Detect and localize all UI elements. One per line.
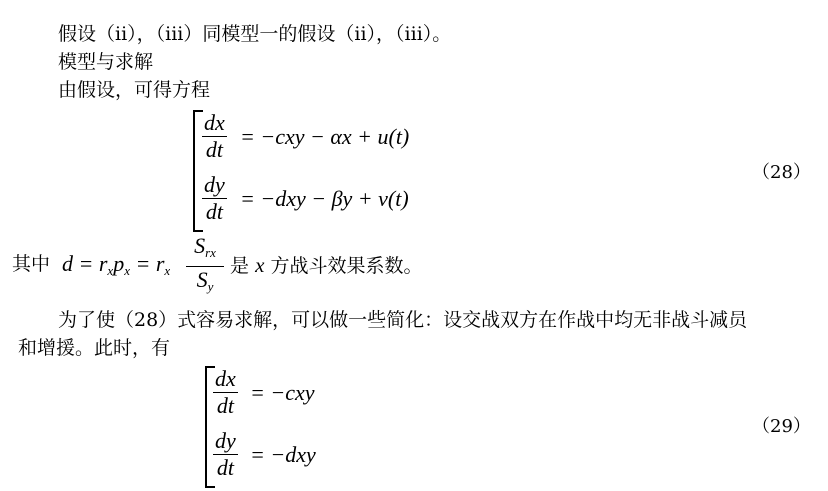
s-symbol: S xyxy=(196,267,208,292)
equation-29-row1-rhs: = −cxy xyxy=(250,380,315,405)
numerator: dx xyxy=(215,366,236,391)
equals-r: = r xyxy=(129,251,165,276)
d-lhs: d = r xyxy=(62,251,108,276)
tail-text: 方战斗效果系数。 xyxy=(270,255,423,277)
p-symbol: p xyxy=(113,251,125,276)
definition-d-expression xyxy=(62,251,170,284)
fraction-dy-dt-29 xyxy=(213,428,238,481)
equation-29-row2-rhs: = −dxy xyxy=(250,442,316,467)
numerator: dy xyxy=(204,172,225,197)
text-line-assumption: 假设（ii），（iii）同模型一的假设（ii），（iii）。 xyxy=(58,23,452,45)
fraction-dy-dt xyxy=(202,172,227,225)
denominator: dt xyxy=(216,393,234,418)
equation-number-28: （28） xyxy=(752,162,811,183)
sub-x: x xyxy=(164,263,171,278)
x-symbol: x xyxy=(255,253,265,277)
fraction-dx-dt xyxy=(202,110,227,163)
numerator: dx xyxy=(204,110,225,135)
denominator: dt xyxy=(205,199,223,224)
definition-line-d xyxy=(12,252,50,276)
section-heading-model-solution: 模型与求解 xyxy=(58,51,154,73)
sub-x: x xyxy=(124,263,130,278)
s-symbol: S xyxy=(194,233,206,258)
numerator: dy xyxy=(215,428,236,453)
sub-x: x xyxy=(107,263,114,278)
sub-rx: rx xyxy=(205,245,216,260)
denominator: dt xyxy=(205,137,223,162)
equation-28-row1-rhs: = −cxy − αx + u(t) xyxy=(240,124,410,149)
fraction-dx-dt-29 xyxy=(213,366,238,419)
text-line-simplify: 为了使（28）式容易求解，可以做一些简化：设交战双方在作战中均无非战斗减员 xyxy=(58,309,748,331)
equation-number-29: （29） xyxy=(752,416,811,437)
denominator: dt xyxy=(216,455,234,480)
definition-line-d-suffix xyxy=(230,253,422,278)
text-line-derive: 由假设，可得方程 xyxy=(58,79,211,101)
prefix-text: 其中 xyxy=(12,253,51,275)
text-line-reinforce: 和增援。此时，有 xyxy=(18,337,171,359)
equation-28-row2-rhs: = −dxy − βy + v(t) xyxy=(240,186,409,211)
sub-y: y xyxy=(207,279,214,294)
fraction-srx-sy xyxy=(186,233,224,300)
suffix-text: 是 xyxy=(230,255,250,277)
